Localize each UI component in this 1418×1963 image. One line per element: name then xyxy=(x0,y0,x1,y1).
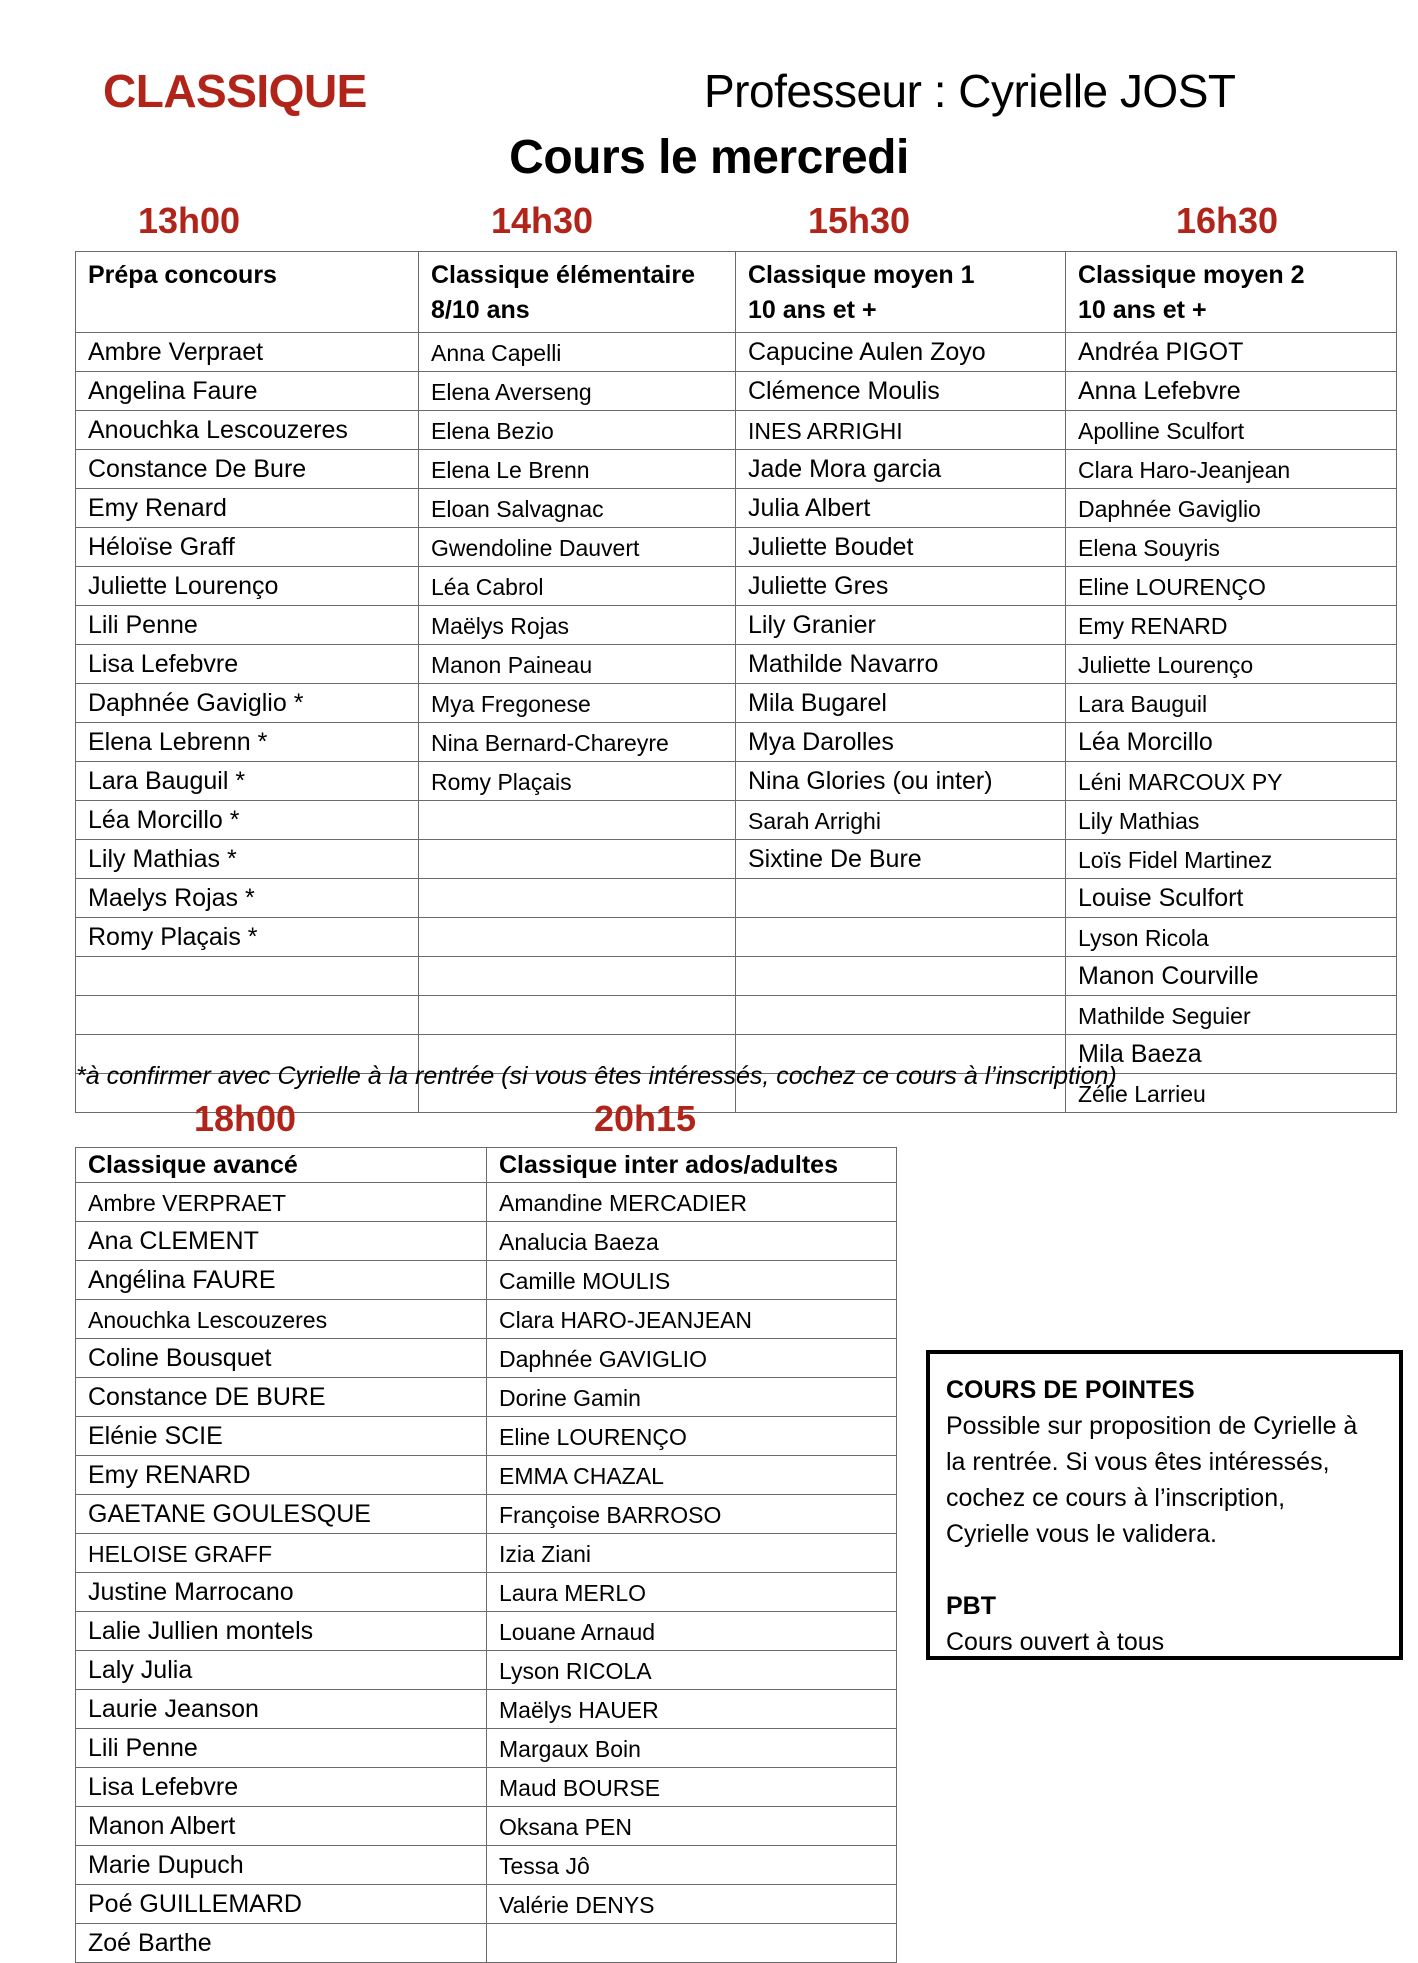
table-row xyxy=(76,1573,897,1612)
table-cell: Léa Morcillo * xyxy=(76,801,419,840)
table-cell: Zoé Barthe xyxy=(76,1924,487,1963)
table-cell: Elena Averseng xyxy=(419,372,736,411)
time-slot-3: 15h30 xyxy=(807,200,911,241)
table-row xyxy=(76,762,1397,801)
column-header xyxy=(736,252,1066,333)
table-cell: Lily Mathias * xyxy=(76,840,419,879)
table-row xyxy=(76,684,1397,723)
table-row xyxy=(76,1456,897,1495)
table-row xyxy=(76,528,1397,567)
column-title: Classique moyen 1 xyxy=(748,261,975,289)
table-cell: Juliette Boudet xyxy=(736,528,1066,567)
table-cell: Anna Capelli xyxy=(419,333,736,372)
table-cell: Lalie Jullien montels xyxy=(76,1612,487,1651)
table-cell: Emy Renard xyxy=(76,489,419,528)
time-slot-2: 14h30 xyxy=(490,200,594,241)
table-row xyxy=(76,1183,897,1222)
table-cell: Constance De Bure xyxy=(76,450,419,489)
table-row xyxy=(76,489,1397,528)
table-cell: Juliette Lourenço xyxy=(76,567,419,606)
table-cell: Apolline Sculfort xyxy=(1066,411,1397,450)
table-cell: Daphnée Gaviglio xyxy=(1066,489,1397,528)
table-cell: Oksana PEN xyxy=(487,1807,897,1846)
table-row xyxy=(76,606,1397,645)
table-row xyxy=(76,1690,897,1729)
table-row xyxy=(76,1651,897,1690)
table-cell: Capucine Aulen Zoyo xyxy=(736,333,1066,372)
table-cell: Mya Fregonese xyxy=(419,684,736,723)
table-cell: Elena Lebrenn * xyxy=(76,723,419,762)
table-cell: Manon Courville xyxy=(1066,957,1397,996)
table-cell: Maëlys Rojas xyxy=(419,606,736,645)
table-cell: Nina Bernard-Chareyre xyxy=(419,723,736,762)
table-cell: Mila Baeza xyxy=(1066,1035,1397,1074)
table-cell: Maelys Rojas * xyxy=(76,879,419,918)
column-header: Classique avancé xyxy=(76,1148,487,1183)
table-cell: Emy RENARD xyxy=(76,1456,487,1495)
table-cell: Lyson Ricola xyxy=(1066,918,1397,957)
table-row xyxy=(76,1417,897,1456)
table-cell: Mathilde Seguier xyxy=(1066,996,1397,1035)
table-row xyxy=(76,1495,897,1534)
table-row xyxy=(76,1261,897,1300)
table-cell: Héloïse Graff xyxy=(76,528,419,567)
table-cell: Laurie Jeanson xyxy=(76,1690,487,1729)
table-cell: Léa Morcillo xyxy=(1066,723,1397,762)
table-cell: Clara Haro-Jeanjean xyxy=(1066,450,1397,489)
table-row xyxy=(76,450,1397,489)
table-row xyxy=(76,1378,897,1417)
table-header-row xyxy=(76,1148,897,1183)
table-row xyxy=(76,840,1397,879)
footnote: *à confirmer avec Cyrielle à la rentrée (si vous êtes intéressés, cochez ce cours à l’inscription) xyxy=(76,1062,1117,1090)
table-cell: Lili Penne xyxy=(76,1729,487,1768)
table-cell: Lara Bauguil xyxy=(1066,684,1397,723)
table-cell xyxy=(419,918,736,957)
pbt-text: Cours ouvert à tous xyxy=(946,1628,1165,1656)
table-cell: Elena Bezio xyxy=(419,411,736,450)
table-row xyxy=(76,1885,897,1924)
table-cell: Lara Bauguil * xyxy=(76,762,419,801)
table-cell xyxy=(487,1924,897,1963)
table-cell: Laura MERLO xyxy=(487,1573,897,1612)
table-row xyxy=(76,723,1397,762)
table-cell: Camille MOULIS xyxy=(487,1261,897,1300)
table-cell xyxy=(419,996,736,1035)
table-row xyxy=(76,1300,897,1339)
table-cell: Romy Plaçais xyxy=(419,762,736,801)
table-row xyxy=(76,801,1397,840)
table-row xyxy=(76,333,1397,372)
table-row xyxy=(76,1768,897,1807)
spacer xyxy=(946,1552,1383,1588)
table-cell: Dorine Gamin xyxy=(487,1378,897,1417)
table-cell: Tessa Jô xyxy=(487,1846,897,1885)
table-cell: Julia Albert xyxy=(736,489,1066,528)
table-cell: Clara HARO-JEANJEAN xyxy=(487,1300,897,1339)
table-cell: Marie Dupuch xyxy=(76,1846,487,1885)
table-cell: Léni MARCOUX PY xyxy=(1066,762,1397,801)
table-cell: Léa Cabrol xyxy=(419,567,736,606)
column-title: Prépa concours xyxy=(88,261,277,289)
column-header xyxy=(76,252,419,333)
pointes-line: la rentrée. Si vous êtes intéressés, xyxy=(946,1448,1330,1476)
table-cell: Lyson RICOLA xyxy=(487,1651,897,1690)
table-cell xyxy=(76,996,419,1035)
table-cell xyxy=(419,840,736,879)
table-cell xyxy=(419,801,736,840)
time-slot-6: 20h15 xyxy=(593,1098,697,1139)
pointes-line: cochez ce cours à l’inscription, xyxy=(946,1484,1286,1512)
column-header: Classique inter ados/adultes xyxy=(487,1148,897,1183)
column-subtitle: 10 ans et + xyxy=(748,296,877,324)
table-cell: Lily Mathias xyxy=(1066,801,1397,840)
table-cell xyxy=(76,957,419,996)
table-cell: Ana CLEMENT xyxy=(76,1222,487,1261)
table-cell: Françoise BARROSO xyxy=(487,1495,897,1534)
schedule-table-bottom xyxy=(75,1147,897,1963)
table-cell: Daphnée Gaviglio * xyxy=(76,684,419,723)
table-row xyxy=(76,1222,897,1261)
table-cell: Sixtine De Bure xyxy=(736,840,1066,879)
table-cell: Manon Paineau xyxy=(419,645,736,684)
column-header xyxy=(419,252,736,333)
table-cell: Sarah Arrighi xyxy=(736,801,1066,840)
info-box xyxy=(926,1350,1403,1660)
table-cell xyxy=(736,879,1066,918)
table-row xyxy=(76,411,1397,450)
table-row xyxy=(76,1846,897,1885)
table-cell: Daphnée GAVIGLIO xyxy=(487,1339,897,1378)
table-row xyxy=(76,1807,897,1846)
table-cell: Mila Bugarel xyxy=(736,684,1066,723)
table-cell: Mya Darolles xyxy=(736,723,1066,762)
column-title: Classique moyen 2 xyxy=(1078,261,1305,289)
schedule-table-top xyxy=(75,251,1397,1113)
column-title: Classique élémentaire xyxy=(431,261,696,289)
table-cell: Ambre VERPRAET xyxy=(76,1183,487,1222)
table-cell: Anna Lefebvre xyxy=(1066,372,1397,411)
pointes-line: Possible sur proposition de Cyrielle à xyxy=(946,1412,1358,1440)
table-header-row xyxy=(76,252,1397,333)
time-slot-4: 16h30 xyxy=(1175,200,1279,241)
table-cell: Poé GUILLEMARD xyxy=(76,1885,487,1924)
table-cell: Margaux Boin xyxy=(487,1729,897,1768)
table-cell: Gwendoline Dauvert xyxy=(419,528,736,567)
table-row xyxy=(76,1924,897,1963)
table-cell: Elena Le Brenn xyxy=(419,450,736,489)
table-cell: EMMA CHAZAL xyxy=(487,1456,897,1495)
table-row xyxy=(76,1534,897,1573)
table-cell: Andréa PIGOT xyxy=(1066,333,1397,372)
table-row xyxy=(76,645,1397,684)
table-cell: Clémence Moulis xyxy=(736,372,1066,411)
table-cell: Eline LOURENÇO xyxy=(1066,567,1397,606)
table-cell: Manon Albert xyxy=(76,1807,487,1846)
table-cell: Romy Plaçais * xyxy=(76,918,419,957)
table-cell: INES ARRIGHI xyxy=(736,411,1066,450)
table-cell: Lily Granier xyxy=(736,606,1066,645)
teacher-label: Professeur : Cyrielle JOST xyxy=(704,65,1236,117)
table-cell: Angelina Faure xyxy=(76,372,419,411)
pbt-title: PBT xyxy=(946,1592,996,1620)
table-cell: Lisa Lefebvre xyxy=(76,645,419,684)
table-cell xyxy=(736,918,1066,957)
table-cell xyxy=(419,957,736,996)
pointes-line: Cyrielle vous le validera. xyxy=(946,1520,1217,1548)
table-cell: Loïs Fidel Martinez xyxy=(1066,840,1397,879)
table-row xyxy=(76,567,1397,606)
table-cell: Elena Souyris xyxy=(1066,528,1397,567)
time-slot-5: 18h00 xyxy=(193,1098,297,1139)
column-header xyxy=(1066,252,1397,333)
column-subtitle: 10 ans et + xyxy=(1078,296,1207,324)
table-cell: Izia Ziani xyxy=(487,1534,897,1573)
table-cell: Juliette Lourenço xyxy=(1066,645,1397,684)
table-cell: Anouchka Lescouzeres xyxy=(76,1300,487,1339)
time-slot-1: 13h00 xyxy=(137,200,241,241)
table-cell: Nina Glories (ou inter) xyxy=(736,762,1066,801)
column-subtitle: 8/10 ans xyxy=(431,296,530,324)
table-cell: Eline LOURENÇO xyxy=(487,1417,897,1456)
table-cell: HELOISE GRAFF xyxy=(76,1534,487,1573)
table-cell: Maëlys HAUER xyxy=(487,1690,897,1729)
table-cell: Justine Marrocano xyxy=(76,1573,487,1612)
table-cell: Coline Bousquet xyxy=(76,1339,487,1378)
table-cell: Ambre Verpraet xyxy=(76,333,419,372)
table-cell xyxy=(736,996,1066,1035)
pointes-title: COURS DE POINTES xyxy=(946,1376,1195,1404)
table-cell: Amandine MERCADIER xyxy=(487,1183,897,1222)
table-cell: Zélie Larrieu xyxy=(1066,1074,1397,1113)
table-row xyxy=(76,957,1397,996)
table-row xyxy=(76,1612,897,1651)
table-row xyxy=(76,1339,897,1378)
table-cell: Jade Mora garcia xyxy=(736,450,1066,489)
table-cell: Louise Sculfort xyxy=(1066,879,1397,918)
table-cell: Constance DE BURE xyxy=(76,1378,487,1417)
table-cell: Lisa Lefebvre xyxy=(76,1768,487,1807)
category-title: CLASSIQUE xyxy=(103,65,367,117)
table-cell xyxy=(419,879,736,918)
table-cell: GAETANE GOULESQUE xyxy=(76,1495,487,1534)
table-row xyxy=(76,1729,897,1768)
table-row xyxy=(76,879,1397,918)
table-row xyxy=(76,918,1397,957)
table-cell: Mathilde Navarro xyxy=(736,645,1066,684)
table-row xyxy=(76,996,1397,1035)
page-subtitle: Cours le mercredi xyxy=(509,131,909,184)
table-cell: Maud BOURSE xyxy=(487,1768,897,1807)
table-row xyxy=(76,372,1397,411)
table-cell: Angélina FAURE xyxy=(76,1261,487,1300)
table-cell: Louane Arnaud xyxy=(487,1612,897,1651)
table-cell: Analucia Baeza xyxy=(487,1222,897,1261)
table-cell: Emy RENARD xyxy=(1066,606,1397,645)
table-cell: Laly Julia xyxy=(76,1651,487,1690)
table-cell xyxy=(736,957,1066,996)
table-cell: Eloan Salvagnac xyxy=(419,489,736,528)
table-cell: Juliette Gres xyxy=(736,567,1066,606)
table-cell: Lili Penne xyxy=(76,606,419,645)
table-cell: Anouchka Lescouzeres xyxy=(76,411,419,450)
table-cell: Elénie SCIE xyxy=(76,1417,487,1456)
table-cell: Valérie DENYS xyxy=(487,1885,897,1924)
